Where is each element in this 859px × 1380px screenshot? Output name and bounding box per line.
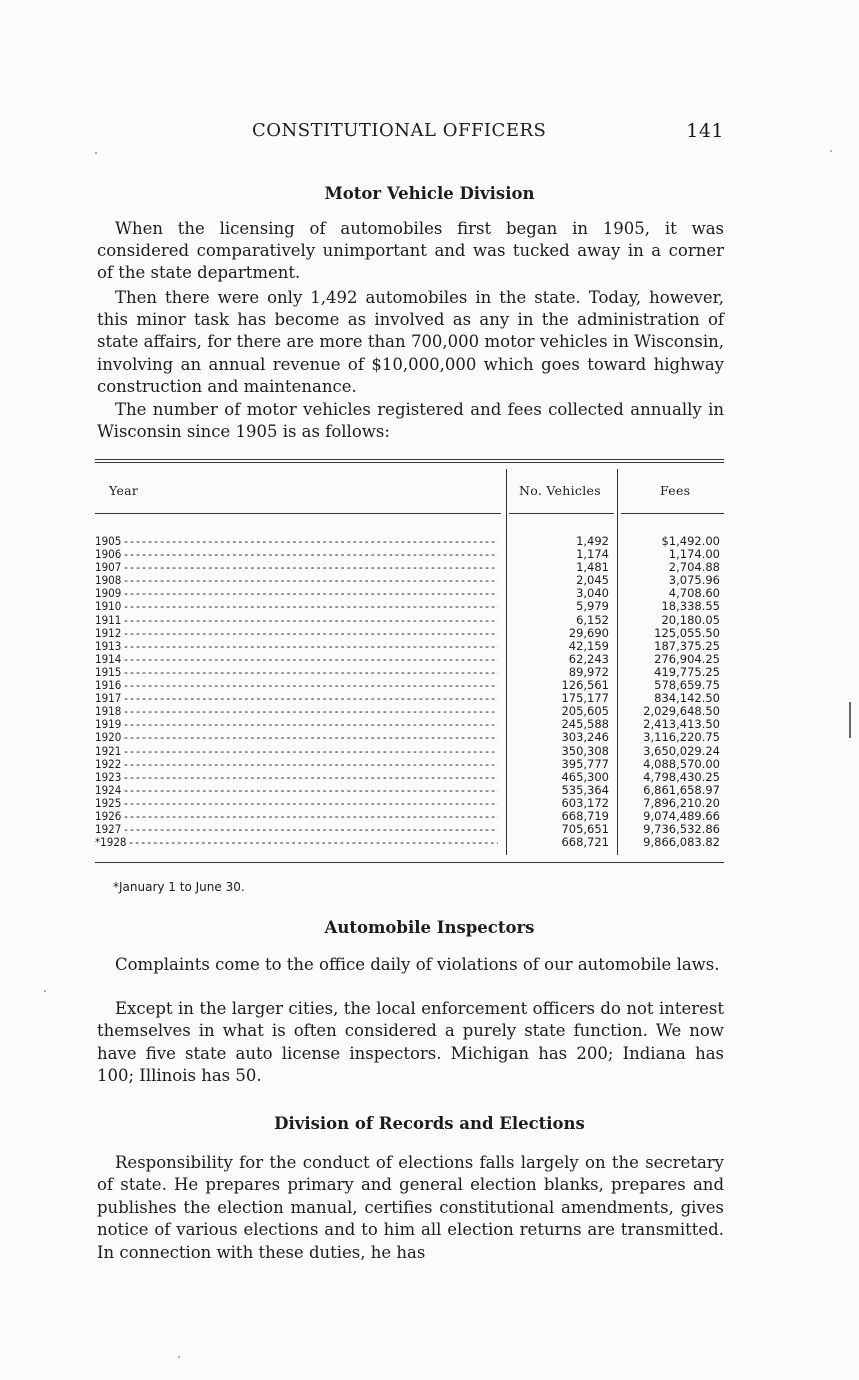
cell-year: 1909 - - - xyxy=(95,587,498,600)
table-row xyxy=(95,614,724,627)
table-body xyxy=(95,535,724,849)
cell-fees: 3,116,220.75 xyxy=(643,730,720,745)
cell-vehicles: 245,588 xyxy=(561,717,609,732)
cell-year: 1918 - - - xyxy=(95,705,498,718)
table-row xyxy=(95,718,724,731)
cell-vehicles: 89,972 xyxy=(568,664,609,679)
cell-fees: 3,650,029.24 xyxy=(643,743,720,758)
heading-automobile-inspectors: Automobile Inspectors xyxy=(324,918,535,937)
cell-year: 1915 - - - xyxy=(95,666,498,679)
cell-fees: 6,861,658.97 xyxy=(643,782,720,797)
paragraph-enforcement: Except in the larger cities, the local enforcement officers do not interest themselves in what is often considered a purely state function. We now have five state auto license inspectors. Michigan has 200; Indiana has 100; Illinois has 50. xyxy=(97,999,724,1086)
cell-year: 1911 - - - xyxy=(95,614,498,627)
cell-year: 1926 - - - xyxy=(95,810,498,823)
cell-vehicles: 3,040 xyxy=(576,586,609,601)
cell-year: 1905 - - - xyxy=(95,535,498,548)
table-row xyxy=(95,692,724,705)
cell-vehicles: 2,045 xyxy=(576,573,609,588)
table-top-rule xyxy=(95,459,724,463)
column-header-fees: Fees xyxy=(660,483,691,498)
header-underline xyxy=(509,513,614,514)
cell-fees: 9,866,083.82 xyxy=(643,835,720,850)
cell-year: 1916 - - - xyxy=(95,679,498,692)
cell-fees: 7,896,210.20 xyxy=(643,795,720,810)
scan-speck xyxy=(830,150,832,152)
cell-vehicles: 1,492 xyxy=(576,534,609,548)
paragraph-today: Then there were only 1,492 automobiles in the state. Today, however, this minor task has become as involved as any in the administration of state affairs, for there are more than 700,000 motor vehicles in Wisconsin, involving an annual revenue of $10,000,000 which goes toward highway construction and maintenance. xyxy=(97,288,724,396)
cell-vehicles: 1,481 xyxy=(576,560,609,575)
cell-year: 1914 - - - xyxy=(95,653,498,666)
table-row xyxy=(95,653,724,666)
table-row xyxy=(95,836,724,849)
cell-year: 1917 - - - xyxy=(95,692,498,705)
cell-fees: 125,055.50 xyxy=(654,625,720,640)
cell-fees: 3,075.96 xyxy=(668,573,720,588)
table-row xyxy=(95,640,724,653)
table-row xyxy=(95,574,724,587)
cell-year: 1922 - - - xyxy=(95,758,498,771)
cell-fees: 834,142.50 xyxy=(654,691,720,706)
scan-speck xyxy=(95,152,97,154)
table-row xyxy=(95,810,724,823)
table-footnote: *January 1 to June 30. xyxy=(113,880,245,894)
table-row xyxy=(95,535,724,548)
heading-records-elections: Division of Records and Elections xyxy=(274,1114,585,1133)
table-row xyxy=(95,679,724,692)
cell-vehicles: 175,177 xyxy=(561,691,609,706)
cell-vehicles: 350,308 xyxy=(561,743,609,758)
table-row xyxy=(95,705,724,718)
table-row xyxy=(95,784,724,797)
running-head xyxy=(97,120,724,144)
table-row xyxy=(95,561,724,574)
cell-vehicles: 1,174 xyxy=(576,547,609,562)
table-row xyxy=(95,745,724,758)
cell-fees: 419,775.25 xyxy=(654,664,720,679)
cell-fees: 4,088,570.00 xyxy=(643,756,720,771)
cell-year: 1920 - - - xyxy=(95,731,498,744)
cell-fees: 20,180.05 xyxy=(661,612,720,627)
cell-vehicles: 62,243 xyxy=(568,651,609,666)
scan-edge-mark xyxy=(849,702,851,738)
cell-fees: 9,736,532.86 xyxy=(643,822,720,837)
table-bottom-rule xyxy=(95,862,724,863)
cell-year: 1910 - - - xyxy=(95,600,498,613)
header-underline xyxy=(621,513,724,514)
table-row xyxy=(95,548,724,561)
paragraph-complaints: Complaints come to the office daily of violations of our automobile laws. xyxy=(115,955,720,974)
table-row xyxy=(95,587,724,600)
table-row xyxy=(95,758,724,771)
cell-vehicles: 42,159 xyxy=(568,638,609,653)
column-header-year: Year xyxy=(109,483,139,498)
cell-vehicles: 535,364 xyxy=(561,782,609,797)
cell-vehicles: 6,152 xyxy=(576,612,609,627)
paragraph-election-duties: Responsibility for the conduct of elections falls largely on the secretary of state. He prepares primary and general election blanks, prepares and publishes the election manual, certifies constitutional amendments, gives notice of various elections and to him all election returns are transmitted. In connection with these duties, he has xyxy=(97,1153,724,1262)
cell-vehicles: 603,172 xyxy=(561,795,609,810)
cell-fees: 578,659.75 xyxy=(654,678,720,693)
table-row xyxy=(95,823,724,836)
cell-fees: 4,798,430.25 xyxy=(643,769,720,784)
cell-fees: 4,708.60 xyxy=(668,586,720,601)
cell-fees: 1,174.00 xyxy=(668,547,720,562)
table-row xyxy=(95,666,724,679)
cell-year: 1913 - - - xyxy=(95,640,498,653)
cell-fees: 187,375.25 xyxy=(654,638,720,653)
cell-year: 1912 - - - xyxy=(95,627,498,640)
header-underline xyxy=(95,513,501,514)
cell-year: *1928 - - - xyxy=(95,836,498,849)
cell-year: 1923 - - - xyxy=(95,771,498,784)
paragraph-table-intro: The number of motor vehicles registered and fees collected annually in Wisconsin since 1905 is as follows: xyxy=(97,400,724,442)
cell-fees: 2,704.88 xyxy=(668,560,720,575)
column-header-vehicles: No. Vehicles xyxy=(519,483,601,498)
table-row xyxy=(95,771,724,784)
cell-fees: $1,492.00 xyxy=(661,534,720,548)
cell-vehicles: 126,561 xyxy=(561,678,609,693)
cell-year: 1921 - - - xyxy=(95,745,498,758)
heading-motor-vehicle-division: Motor Vehicle Division xyxy=(324,184,535,203)
cell-fees: 9,074,489.66 xyxy=(643,808,720,823)
running-title: CONSTITUTIONAL OFFICERS xyxy=(252,120,547,141)
cell-year: 1924 - - - xyxy=(95,784,498,797)
cell-year: 1925 - - - xyxy=(95,797,498,810)
cell-year: 1907 - - - xyxy=(95,561,498,574)
cell-fees: 2,413,413.50 xyxy=(643,717,720,732)
cell-vehicles: 668,719 xyxy=(561,808,609,823)
cell-vehicles: 5,979 xyxy=(576,599,609,614)
table-row xyxy=(95,627,724,640)
scan-speck xyxy=(178,1356,180,1358)
vehicle-registration-table xyxy=(95,459,724,869)
cell-fees: 276,904.25 xyxy=(654,651,720,666)
cell-vehicles: 705,651 xyxy=(561,822,609,837)
cell-vehicles: 668,721 xyxy=(561,835,609,850)
cell-year: 1906 - - - xyxy=(95,548,498,561)
cell-year: 1927 - - - xyxy=(95,823,498,836)
cell-vehicles: 303,246 xyxy=(561,730,609,745)
cell-vehicles: 205,605 xyxy=(561,704,609,719)
cell-year: 1919 - - - xyxy=(95,718,498,731)
scan-speck xyxy=(44,990,46,992)
table-row xyxy=(95,731,724,744)
cell-vehicles: 29,690 xyxy=(568,625,609,640)
table-row xyxy=(95,600,724,613)
paragraph-licensing-history: When the licensing of automobiles first began in 1905, it was considered comparatively unimportant and was tucked away in a corner of the state department. xyxy=(97,219,724,283)
cell-vehicles: 395,777 xyxy=(561,756,609,771)
page-number: 141 xyxy=(686,120,724,142)
cell-fees: 2,029,648.50 xyxy=(643,704,720,719)
table-row xyxy=(95,797,724,810)
cell-year: 1908 - - - xyxy=(95,574,498,587)
cell-vehicles: 465,300 xyxy=(561,769,609,784)
cell-fees: 18,338.55 xyxy=(661,599,720,614)
